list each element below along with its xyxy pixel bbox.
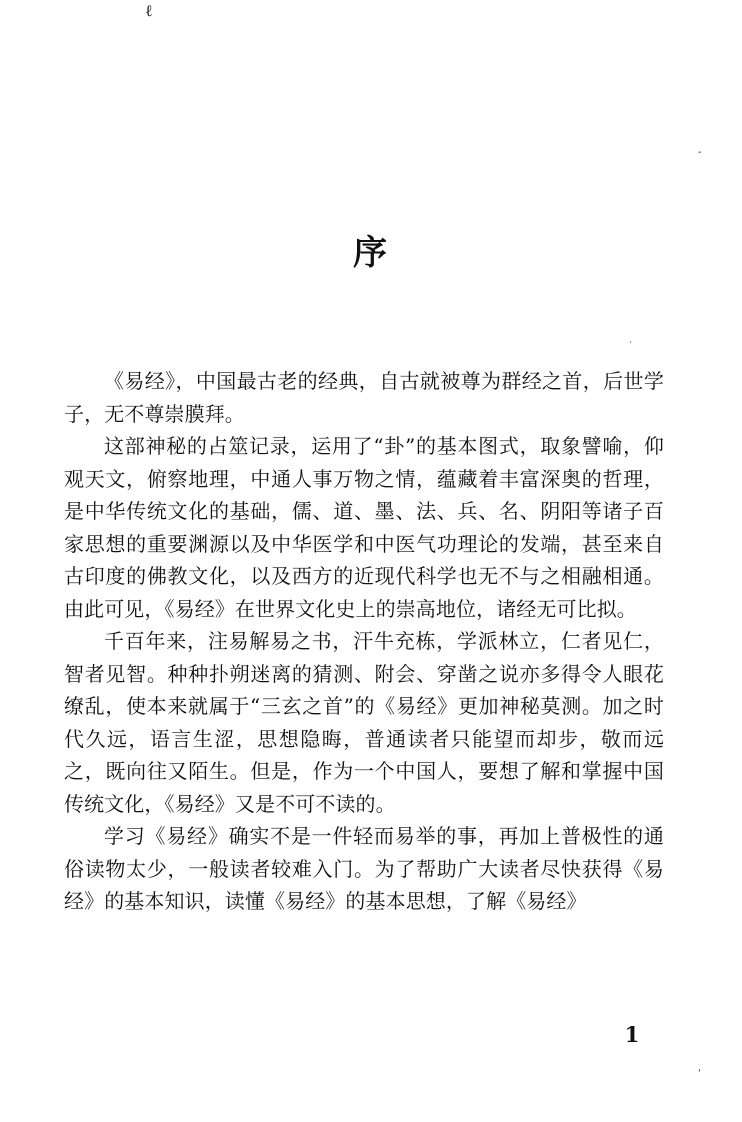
page-title: 序	[353, 233, 389, 273]
scan-mark: -	[698, 147, 702, 158]
scan-mark: ℓ	[145, 1, 153, 20]
paragraph: 《易经》，中国最古老的经典，自古就被尊为群经之首，后世学子，无不尊崇膜拜。	[64, 369, 664, 426]
paragraph: 千百年来，注易解易之书，汗牛充栋，学派林立，仁者见仁，智者见智。种种扑朔迷离的猜测、附会、穿凿之说亦多得令人眼花缭乱，使本来就属于“三玄之首”的《易经》更加神秘莫测。加之时代久远，语言生涩，思想隐晦，普通读者只能望而却步，敬而远之，既向往又陌生。但是，作为一个中国人，要想了解和掌握中国传统文化，《易经》又是不可不读的。	[64, 629, 664, 816]
body-text	[64, 365, 664, 918]
paragraph: 学习《易经》确实不是一件轻而易举的事，再加上普极性的通俗读物太少，一般读者较难入门。为了帮助广大读者尽快获得《易经》的基本知识，读懂《易经》的基本思想，了解《易经》	[64, 824, 664, 913]
paragraph: 这部神秘的占筮记录，运用了“卦”的基本图式，取象譬喻，仰观天文，俯察地理，中通人事万物之情，蕴藏着丰富深奥的哲理，是中华传统文化的基础，儒、道、墨、法、兵、名、阴阳等诸子百家思想的重要渊源以及中华医学和中医气功理论的发端，甚至来自古印度的佛教文化，以及西方的近现代科学也无不与之相融相通。由此可见，《易经》在世界文化史上的崇高地位，诸经无可比拟。	[64, 434, 664, 621]
scan-mark: ˈ	[698, 1069, 701, 1080]
page-number: 1	[624, 1022, 640, 1047]
scan-mark: ˙	[628, 341, 633, 352]
